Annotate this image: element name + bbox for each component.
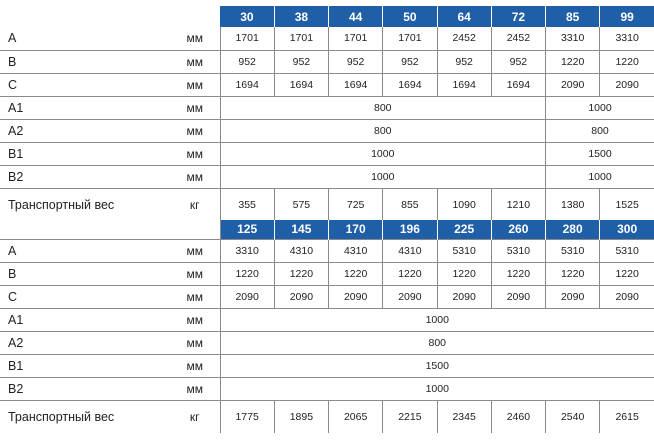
unit-cell: мм — [170, 262, 220, 285]
value-cell: 1775 — [220, 400, 274, 433]
value-cell: 1220 — [329, 262, 383, 285]
value-cell: 5310 — [600, 239, 654, 262]
row-label: A2 — [0, 119, 170, 142]
value-cell: 1701 — [220, 27, 274, 50]
unit-cell: мм — [170, 119, 220, 142]
table-row — [0, 27, 654, 50]
unit-cell: мм — [170, 354, 220, 377]
model-header: 196 — [383, 220, 437, 239]
value-cell: 2065 — [329, 400, 383, 433]
value-cell: 2090 — [546, 73, 600, 96]
table-row — [0, 400, 654, 433]
unit-cell: мм — [170, 331, 220, 354]
merged-value-cell: 1000 — [220, 142, 546, 165]
value-cell: 1220 — [220, 262, 274, 285]
value-cell: 5310 — [546, 239, 600, 262]
unit-cell: мм — [170, 308, 220, 331]
value-cell: 2090 — [600, 285, 654, 308]
row-label: B1 — [0, 142, 170, 165]
value-cell: 1694 — [383, 73, 437, 96]
value-cell: 2615 — [615, 410, 639, 423]
row-label: A1 — [0, 308, 170, 331]
unit-cell: мм — [170, 50, 220, 73]
model-header: 85 — [546, 6, 600, 27]
value-cell: 1694 — [437, 73, 491, 96]
merged-value-cell: 800 — [220, 119, 546, 142]
merged-value-cell: 800 — [220, 96, 546, 119]
spec-table-1 — [0, 6, 654, 221]
value-cell: 855 — [383, 188, 437, 221]
row-label: Транспортный вес — [8, 409, 115, 424]
model-header: 225 — [437, 220, 491, 239]
value-cell: 952 — [491, 50, 545, 73]
merged-value-cell: 1000 — [220, 308, 654, 331]
model-header: 170 — [329, 220, 383, 239]
value-cell: 1220 — [491, 262, 545, 285]
unit-cell: кг — [170, 400, 220, 433]
value-cell: 952 — [220, 50, 274, 73]
value-cell: 3310 — [600, 27, 654, 50]
value-cell: 2090 — [491, 285, 545, 308]
value-cell: 2090 — [220, 285, 274, 308]
table-row — [0, 73, 654, 96]
table-row — [0, 262, 654, 285]
row-label: Транспортный вес — [8, 197, 115, 212]
unit-cell: мм — [170, 142, 220, 165]
value-cell: 1090 — [437, 188, 491, 221]
value-cell: 355 — [220, 188, 274, 221]
table-row — [0, 188, 654, 221]
value-cell: 5310 — [491, 239, 545, 262]
value-cell: 3310 — [220, 239, 274, 262]
value-cell: 1380 — [546, 188, 600, 221]
row-label: B1 — [0, 354, 170, 377]
value-cell: 1220 — [546, 262, 600, 285]
value-cell: 1701 — [383, 27, 437, 50]
table-row — [0, 354, 654, 377]
table-row — [0, 119, 654, 142]
row-label: A — [0, 239, 170, 262]
merged-value-cell: 1000 — [546, 96, 654, 119]
value-cell: 2452 — [491, 27, 545, 50]
value-cell: 2090 — [383, 285, 437, 308]
merged-value-cell: 800 — [546, 119, 654, 142]
merged-value-cell: 800 — [220, 331, 654, 354]
merged-value-cell: 1000 — [546, 165, 654, 188]
merged-value-cell: 1500 — [220, 354, 654, 377]
row-label: B2 — [0, 377, 170, 400]
value-cell: 1220 — [600, 50, 654, 73]
value-cell: 1694 — [329, 73, 383, 96]
value-cell: 3310 — [546, 27, 600, 50]
model-header: 50 — [383, 6, 437, 27]
value-cell: 2540 — [546, 400, 600, 433]
unit-cell: мм — [170, 239, 220, 262]
value-cell: 1701 — [274, 27, 328, 50]
value-cell: 1220 — [383, 262, 437, 285]
value-cell: 2090 — [274, 285, 328, 308]
header-row — [0, 6, 654, 27]
model-header: 44 — [329, 6, 383, 27]
table-row — [0, 165, 654, 188]
value-cell: 4310 — [329, 239, 383, 262]
value-cell: 1895 — [274, 400, 328, 433]
spec-table-section-1 — [0, 6, 654, 221]
value-cell: 2090 — [600, 73, 654, 96]
value-cell: 2452 — [437, 27, 491, 50]
value-cell: 725 — [329, 188, 383, 221]
value-cell: 952 — [437, 50, 491, 73]
model-header: 64 — [437, 6, 491, 27]
table-row — [0, 142, 654, 165]
row-label: A — [0, 27, 170, 50]
value-cell: 1220 — [437, 262, 491, 285]
value-cell: 1694 — [491, 73, 545, 96]
value-cell: 952 — [274, 50, 328, 73]
table-row — [0, 285, 654, 308]
value-cell: 2090 — [546, 285, 600, 308]
value-cell: 1701 — [329, 27, 383, 50]
spec-table-2 — [0, 220, 654, 433]
row-label: B2 — [0, 165, 170, 188]
value-cell: 2215 — [383, 400, 437, 433]
unit-cell: кг — [170, 188, 220, 221]
unit-cell: мм — [170, 27, 220, 50]
merged-value-cell: 1000 — [220, 165, 546, 188]
model-header: 72 — [491, 6, 545, 27]
value-cell: 952 — [383, 50, 437, 73]
table-row — [0, 331, 654, 354]
model-header: 38 — [274, 6, 328, 27]
value-cell: 1210 — [491, 188, 545, 221]
unit-cell: мм — [170, 73, 220, 96]
row-label: C — [0, 73, 170, 96]
unit-cell: мм — [170, 285, 220, 308]
model-header: 125 — [220, 220, 274, 239]
unit-cell: мм — [170, 165, 220, 188]
row-label: A1 — [0, 96, 170, 119]
table-row — [0, 239, 654, 262]
value-cell: 952 — [329, 50, 383, 73]
value-cell: 1220 — [600, 262, 654, 285]
model-header: 260 — [491, 220, 545, 239]
spec-table-section-2 — [0, 220, 654, 433]
value-cell: 1525 — [615, 198, 639, 211]
table-row — [0, 377, 654, 400]
row-label: A2 — [0, 331, 170, 354]
model-header: 280 — [546, 220, 600, 239]
value-cell: 1694 — [274, 73, 328, 96]
value-cell: 2090 — [329, 285, 383, 308]
model-header: 99 — [600, 6, 654, 27]
value-cell: 2090 — [437, 285, 491, 308]
model-header: 145 — [274, 220, 328, 239]
row-label: C — [0, 285, 170, 308]
value-cell: 4310 — [383, 239, 437, 262]
table-row — [0, 96, 654, 119]
merged-value-cell: 1500 — [546, 142, 654, 165]
unit-cell: мм — [170, 377, 220, 400]
header-row — [0, 220, 654, 239]
row-label: B — [0, 262, 170, 285]
model-header: 30 — [220, 6, 274, 27]
value-cell: 2460 — [491, 400, 545, 433]
value-cell: 4310 — [274, 239, 328, 262]
value-cell: 2345 — [437, 400, 491, 433]
merged-value-cell: 1000 — [220, 377, 654, 400]
table-row — [0, 308, 654, 331]
value-cell: 1220 — [546, 50, 600, 73]
model-header: 300 — [600, 220, 654, 239]
value-cell: 575 — [274, 188, 328, 221]
value-cell: 5310 — [437, 239, 491, 262]
table-row — [0, 50, 654, 73]
value-cell: 1694 — [220, 73, 274, 96]
value-cell: 1220 — [274, 262, 328, 285]
row-label: B — [0, 50, 170, 73]
unit-cell: мм — [170, 96, 220, 119]
